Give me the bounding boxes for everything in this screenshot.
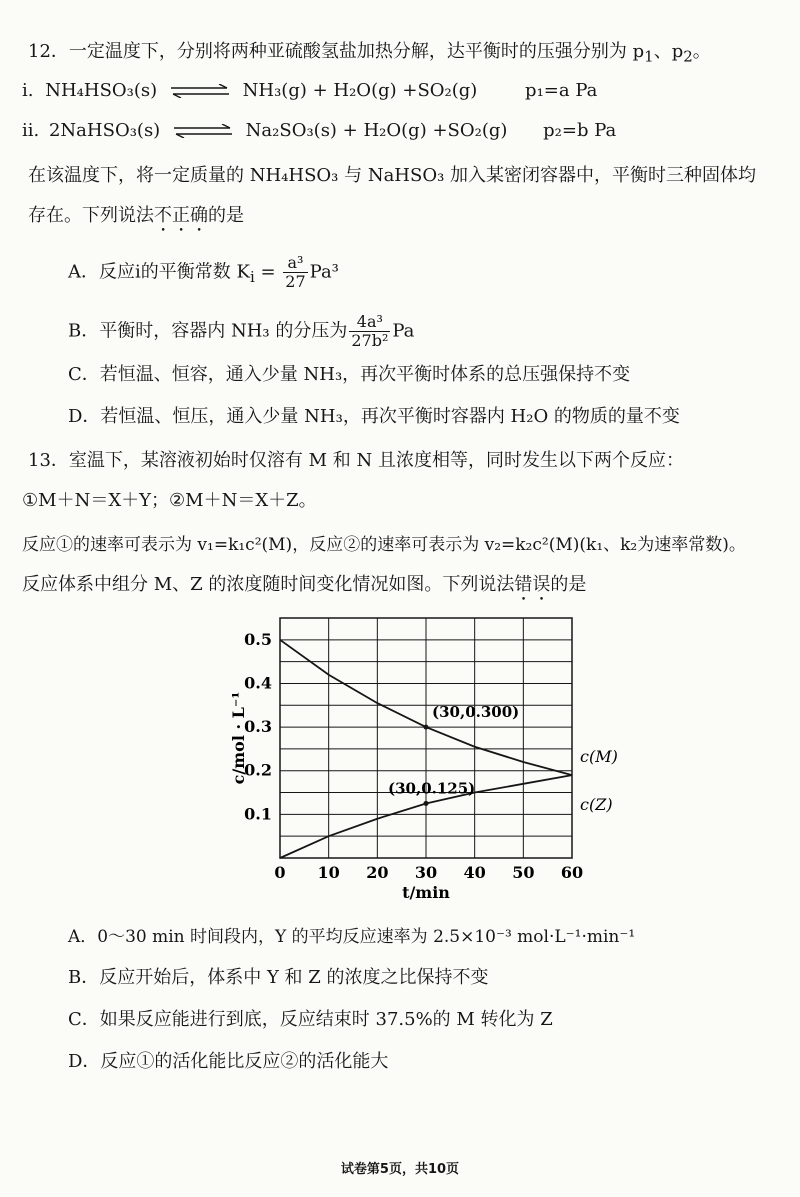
optB-num: 4a³: [349, 313, 390, 332]
q12-stem-end: 。: [692, 41, 711, 62]
series-label: c(M): [580, 747, 618, 766]
q12-para-2c: 的是: [208, 205, 244, 226]
y-tick-label: 0.3: [244, 717, 272, 737]
y-tick-label: 0.2: [244, 760, 272, 780]
q12-sub2: 2: [683, 47, 693, 66]
q12-para-1: 在该温度下，将一定质量的 NH₄HSO₃ 与 NaHSO₃ 加入某密闭容器中，平衡时三种固体均: [28, 165, 757, 186]
annotation-label: (30,0.300): [432, 703, 520, 722]
q12-stem-mid: 、p: [653, 41, 684, 62]
y-axis-label: c/mol · L⁻¹: [229, 691, 248, 785]
optA-unit: Pa³: [309, 261, 339, 283]
y-tick-label: 0.5: [244, 629, 272, 649]
optA-sub: i: [249, 268, 255, 287]
r2-left: 2NaHSO₃(s): [48, 120, 161, 141]
q12-stem-text: 12．一定温度下，分别将两种亚硫酸氢盐加热分解，达平衡时的压强分别为 p: [28, 41, 645, 62]
q12-para-2a: 存在。下列说法: [28, 205, 154, 226]
chart-ticks: [244, 630, 583, 882]
optA-eq: =: [254, 261, 282, 283]
optA-prefix: A．反应i的平衡常数 K: [68, 261, 250, 283]
q12-emphasis: 不正确: [154, 205, 208, 226]
series-label: c(Z): [580, 795, 613, 814]
optA-den: 27: [285, 272, 306, 291]
chart-grid: [280, 618, 572, 858]
optB-prefix: B．平衡时，容器内 NH₃ 的分压为: [68, 320, 348, 342]
annotation-point: [424, 725, 429, 730]
r2-pressure: p₂=b Pa: [543, 120, 617, 141]
r1-label: i.: [22, 80, 34, 101]
q13-stem-3: 反应①的速率可表示为 v₁=k₁c²(M)，反应②的速率可表示为 v₂=k₂c²(M)(k₁、k₂为速率常数)。: [22, 535, 746, 555]
optB-unit: Pa: [392, 320, 415, 342]
optB-den: 27b²: [351, 331, 389, 350]
x-axis-label: t/min: [402, 883, 450, 902]
optA-num: a³: [283, 254, 307, 273]
q12-option-c[interactable]: C．若恒温、恒容，通入少量 NH₃，再次平衡时体系的总压强保持不变: [68, 364, 631, 385]
q13-stem-2: ①M＋N＝X＋Y；②M＋N＝X＋Z。: [22, 490, 317, 511]
q12-option-d[interactable]: D．若恒温、恒压，通入少量 NH₃，再次平衡时容器内 H₂O 的物质的量不变: [68, 406, 680, 427]
r1-left: NH₄HSO₃(s): [45, 80, 158, 101]
q13-option-a[interactable]: A．0～30 min 时间段内，Y 的平均反应速率为 2.5×10⁻³ mol·L⁻¹·min⁻¹: [68, 927, 636, 947]
annotation-point: [424, 801, 429, 806]
x-tick-label: 40: [463, 863, 486, 882]
q13-stem-1: 13．室温下，某溶液初始时仅溶有 M 和 N 且浓度相等，同时发生以下两个反应：: [28, 450, 684, 471]
x-tick-label: 30: [414, 863, 438, 882]
x-tick-label: 10: [317, 863, 340, 882]
q13-option-b[interactable]: B．反应开始后，体系中 Y 和 Z 的浓度之比保持不变: [68, 967, 489, 988]
page-footer: 试卷第5页，共10页: [340, 1162, 460, 1177]
y-tick-label: 0.1: [244, 804, 272, 824]
r2-label: ii.: [22, 120, 40, 141]
q13-stem-4a: 反应体系中组分 M、Z 的浓度随时间变化情况如图。下列说法: [22, 574, 515, 595]
x-tick-label: 0: [274, 863, 286, 882]
q13-stem-4c: 的是: [550, 574, 587, 595]
r1-pressure: p₁=a Pa: [525, 80, 598, 101]
q13-option-c[interactable]: C．如果反应能进行到底，反应结束时 37.5%的 M 转化为 Z: [68, 1009, 553, 1030]
q12-sub1: 1: [644, 47, 654, 66]
r1-right: NH₃(g) + H₂O(g) +SO₂(g): [242, 80, 478, 101]
q13-emphasis: 错误: [514, 574, 551, 595]
x-tick-label: 20: [366, 863, 389, 882]
annotation-label: (30,0.125): [388, 779, 476, 798]
y-tick-label: 0.4: [244, 673, 272, 693]
r2-right: Na₂SO₃(s) + H₂O(g) +SO₂(g): [245, 120, 508, 141]
x-tick-label: 50: [512, 863, 535, 882]
q13-option-d[interactable]: D．反应①的活化能比反应②的活化能大: [68, 1051, 389, 1072]
x-tick-label: 60: [560, 863, 584, 882]
